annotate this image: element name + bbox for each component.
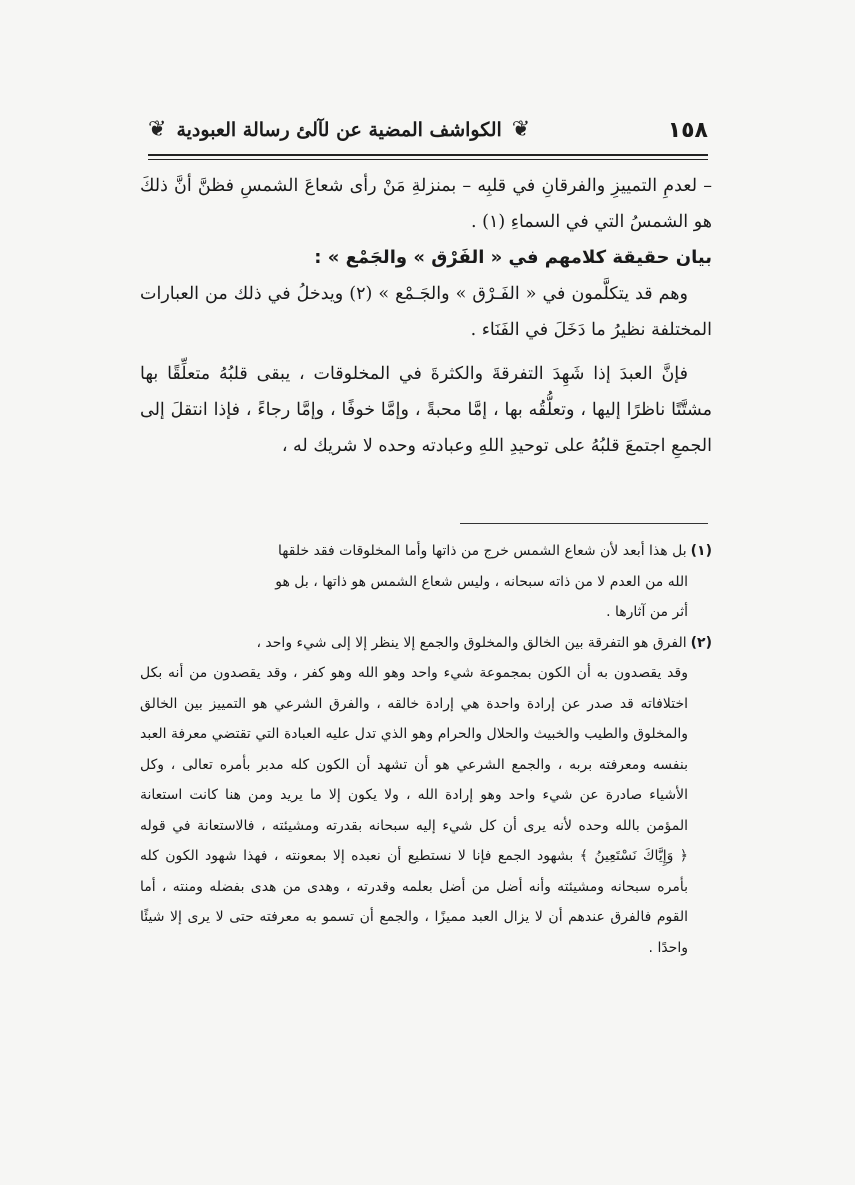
footnote-1-line-1	[140, 536, 712, 567]
footnote-2-body	[140, 658, 712, 963]
footnote-1-number: (١)	[690, 543, 712, 559]
footnote-2-number: (٢)	[690, 634, 712, 651]
paragraph-1: – لعدمِ التمييزِ والفرقانِ في قلبِه – بمنزلةِ مَنْ رأى شعاعَ الشمسِ فظنَّ أنَّ ذلكَ هو الشمسُ التي في السماءِ (١) .	[140, 176, 712, 232]
footnote-divider	[460, 523, 708, 524]
footnotes	[140, 536, 712, 963]
footnote-2-line-1	[140, 628, 712, 659]
header-title-group	[148, 119, 530, 141]
ornament-right-icon: ❦	[511, 117, 531, 142]
paragraph-3: فإنَّ العبدَ إذا شَهِدَ التفرقةَ والكثرةَ في المخلوقات ، يبقى قلبُهُ متعلِّقًا بها مشتَّتًا ناظرًا إليها ، وتعلُّقُه بها ، إمَّا محبةً ، وإمَّا خوفًا ، وإمَّا رجاءً ، فإذا انتقلَ إلى الجمعِ اجتمعَ قلبُهُ على توحيدِ اللهِ وعبادته وحده لا شريك له ،	[140, 364, 712, 456]
main-text	[140, 168, 712, 464]
quran-verse: ﴿ وَإِيَّاكَ نَسْتَعِينُ ﴾	[579, 848, 688, 864]
header-divider	[148, 154, 708, 160]
paragraph-2: وهم قد يتكلَّمون في « الفَـرْق » والجَـمْع » (٢) ويدخلُ في ذلك من العبارات المختلفة نظيرُ ما دَخَلَ في الفَنَاء .	[140, 284, 712, 340]
ornament-left-icon: ❦	[148, 117, 167, 142]
page-number: ١٥٨	[667, 117, 708, 143]
footnote-1-line-3: أثر من آثارها .	[606, 604, 688, 620]
footnote-1-line-2: الله من العدم لا من ذاته سبحانه ، وليس شعاع الشمس هو ذاتها ، بل هو	[275, 573, 688, 590]
section-heading: بيان حقيقة كلامهم في « الفَرْق » والجَمْع » :	[314, 247, 712, 268]
paragraph-gap	[140, 348, 712, 356]
page-header	[148, 108, 708, 152]
book-title: الكواشف المضية عن لآلئ رسالة العبودية	[176, 119, 502, 141]
footnote-2-text-1: الفرق هو التفرقة بين الخالق والمخلوق والجمع إلا ينظر إلا إلى شيء واحد ،	[256, 634, 687, 651]
footnote-2-text-2: وقد يقصدون به أن الكون بمجموعة شيء واحد وهو الله وهو كفر ، وقد يقصدون من أنه بكل اختلافاته قد صدر عن إرادة واحدة هي إرادة خالقه ، والفرق الشرعي هو التمييز بين الخالق والمخلوق والطيب والخبيث والحلال والحرام وهو الذي تدل عليه العبادة التي تقتضي معرفة العبد بنفسه ومعرفته بربه ، والجمع الشرعي هو أن تشهد أن الكون كله مدبر بأمره تعالى ، وكل الأشياء صادرة عن شيء واحد وهو إرادة الله ، ولا يكون إلا ما يريد ومن هنا كانت استعانة المؤمن بالله وحده لأنه يرى أن كل شيء إليه سبحانه بقدرته ومشيئته ، فالاستعانة في قوله	[140, 665, 688, 834]
footnote-1-text-1: بل هذا أبعد لأن شعاع الشمس خرج من ذاتها وأما المخلوقات فقد خلقها	[278, 543, 687, 559]
footnote-2-text-3: بشهود الجمع فإنا لا نستطيع أن نعبده إلا بمعونته ، فهذا شهود الكون كله بأمره سبحانه ومشيئته وأنه أضل من أضل بعلمه وقدرته ، وهدى من هدى بفضله ومنته ، أما القوم فالفرق عندهم أن لا يزال العبد مميزًا ، والجمع أن تسمو به معرفته حتى لا يرى إلا شيئًا واحدًا .	[140, 848, 688, 956]
